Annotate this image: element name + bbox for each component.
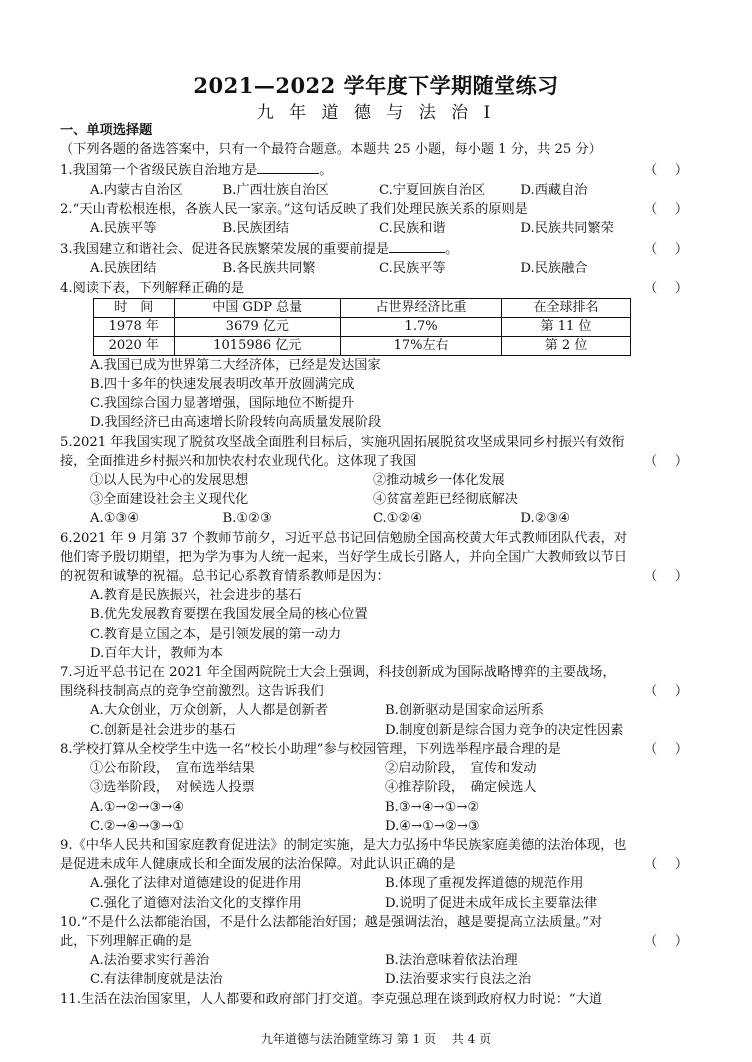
answer-parentheses [644, 682, 688, 701]
answer-parentheses [644, 452, 688, 471]
section-instructions: （下列各题的备选答案中，只有一个最符合题意。本题共 25 小题，每小题 1 分，共 25 分） [60, 142, 602, 158]
statement-item: ④贫富差距已经彻底解决 [372, 492, 518, 508]
option-c: C.宁夏回族自治区 [378, 182, 486, 198]
question-6-stem: 6.2021 年 9 月第 37 个教师节前夕，习近平总书记回信勉励全国高校黄大年式教师团队代表，对他们寄予殷切期望，把为学为事为人统一起来，当好学生成长引路人，并向全国广大教师致以节日的祝贺和诚挚的祝福。总书记心系教育情系教师是因为： [60, 530, 628, 585]
answer-parentheses [644, 161, 688, 180]
question-5-stem: 5.2021 年我国实现了脱贫攻坚战全面胜利目标后，实施巩固拓展脱贫攻坚成果同乡村振兴有效衔接，全面推进乡村振兴和加快农村农业现代化。这体现了我国 [60, 434, 625, 469]
question-8-items [60, 759, 692, 778]
question-10-options [60, 951, 692, 970]
question-10-options [60, 970, 692, 989]
option-a: A.大众创业，万众创新，人人都是创新者 [90, 703, 328, 719]
question-7-options [60, 701, 692, 720]
gdp-table [93, 298, 631, 356]
question-8-options [60, 817, 692, 836]
answer-blank [257, 159, 319, 174]
answer-parentheses [644, 567, 688, 586]
answer-parentheses [644, 855, 688, 874]
table-header: 占世界经济比重 [341, 298, 502, 317]
paren-open: （ [644, 163, 658, 179]
paren-open: （ [644, 453, 658, 469]
option-a: A.内蒙古自治区 [90, 182, 183, 198]
option-c: C.教育是立国之本，是引领发展的第一动力 [90, 626, 342, 642]
option-c: C.我国综合国力显著增强，国际地位不断提升 [90, 396, 355, 412]
question-1-options [60, 181, 692, 200]
option-a: A.法治要求实行善治 [90, 953, 210, 969]
table-header-row [94, 298, 631, 317]
page-footer: 九年道德与法治随堂练习 第 1 页 共 4 页 [260, 1032, 492, 1046]
question-7-options [60, 721, 692, 740]
answer-blank [389, 238, 445, 253]
option-d: D.说明了促进未成年成长主要靠法律 [384, 895, 598, 911]
option-a: A.①③④ [90, 511, 140, 527]
question-1-stem-end: 。 [319, 163, 333, 179]
paren-close: ） [674, 569, 688, 585]
question-7-stem: 7.习近平总书记在 2021 年全国两院院士大会上强调，科技创新成为国际战略博弈的主要战场，围绕科技制高点的竞争空前激烈。这告诉我们 [60, 665, 616, 700]
option-d: D.我国经济已由高速增长阶段转向高质量发展阶段 [90, 415, 382, 431]
paren-open: （ [644, 741, 658, 757]
option-d: D.②③④ [520, 511, 571, 527]
paren-close: ） [674, 280, 688, 296]
question-10-stem: 10.“不是什么法都能治国，不是什么法都能治好国；越是强调法治，越是要提高立法质量。”对此，下列理解正确的是 [60, 914, 603, 949]
paren-close: ） [674, 684, 688, 700]
table-cell: 2020 年 [94, 336, 175, 355]
paren-open: （ [644, 201, 658, 217]
table-cell: 1015986 亿元 [174, 336, 340, 355]
question-9-stem: 9.《中华人民共和国家庭教育促进法》的制定实施，是大力弘扬中华民族家庭美德的法治体现，也是促进未成年人健康成长和全面发展的法治保障。对此认识正确的是 [60, 837, 627, 873]
answer-parentheses [644, 279, 688, 298]
question-list [60, 121, 692, 1009]
question-1-stem: 1.我国第一个省级民族自治地方是 [60, 163, 258, 179]
question-8-items [60, 778, 692, 797]
table-row [94, 317, 631, 336]
option-c: C.有法律制度就是法治 [90, 972, 223, 988]
option-c: C.强化了道德对法治文化的支撑作用 [90, 895, 302, 911]
table-cell: 第 2 位 [502, 336, 631, 355]
table-cell: 1.7% [341, 317, 502, 336]
paren-close: ） [674, 453, 688, 469]
option-b: B.创新驱动是国家命运所系 [384, 703, 544, 719]
option-d: D.民族共同繁荣 [520, 221, 614, 237]
paren-close: ） [674, 242, 688, 258]
table-cell: 1978 年 [94, 317, 175, 336]
paren-close: ） [674, 741, 688, 757]
question-8-options [60, 798, 692, 817]
option-c: C.①②④ [372, 511, 423, 527]
question-1 [60, 159, 692, 180]
paren-open: （ [644, 857, 658, 873]
page-title: 2021—2022 学年度下学期随堂练习 [193, 73, 559, 98]
paren-close: ） [674, 163, 688, 179]
statement-item: ①以人民为中心的发展思想 [90, 473, 249, 489]
question-4 [60, 279, 692, 298]
option-c: C.民族平等 [378, 261, 446, 277]
question-9-options [60, 894, 692, 913]
option-a: A.强化了法律对道德建设的促进作用 [90, 876, 302, 892]
option-a: A.①→②→③→④ [90, 799, 185, 815]
option-b: B.民族团结 [222, 221, 290, 237]
option-d: D.法治要求实行良法之治 [384, 972, 532, 988]
option-b: B.广西壮族自治区 [222, 182, 329, 198]
answer-parentheses [644, 740, 688, 759]
option-a: A.民族平等 [90, 221, 157, 237]
question-7 [60, 663, 692, 701]
statement-item: ③全面建设社会主义现代化 [90, 492, 249, 508]
statement-item: ④推荐阶段， 确定候选人 [384, 780, 537, 796]
question-5 [60, 433, 692, 471]
statement-item: ②推动城乡一体化发展 [372, 473, 505, 489]
paren-close: ） [674, 933, 688, 949]
paren-open: （ [644, 933, 658, 949]
option-d: D.制度创新是综合国力竞争的决定性因素 [384, 722, 624, 738]
table-header: 时 间 [94, 298, 175, 317]
option-d: D.民族融合 [520, 261, 588, 277]
question-9-options [60, 874, 692, 893]
table-cell: 17%左右 [341, 336, 502, 355]
option-a: A.我国已成为世界第二大经济体，已经是发达国家 [90, 357, 381, 373]
question-4-stem: 4.阅读下表，下列解释正确的是 [60, 280, 245, 296]
question-2-stem: 2.“天山青松根连根，各族人民一家亲。”这句话反映了我们处理民族关系的原则是 [60, 201, 528, 217]
option-c: C.创新是社会进步的基石 [90, 722, 236, 738]
paren-open: （ [644, 569, 658, 585]
table-cell: 3679 亿元 [174, 317, 340, 336]
question-10 [60, 913, 692, 951]
paren-close: ） [674, 201, 688, 217]
question-2 [60, 200, 692, 219]
option-a: A.教育是民族振兴，社会进步的基石 [90, 588, 302, 604]
option-b: B.各民族共同繁 [222, 261, 316, 277]
option-d: D.④→①→②→③ [384, 818, 480, 834]
question-6 [60, 529, 692, 587]
question-5-options [60, 509, 692, 528]
option-b: B.③→④→①→② [384, 799, 480, 815]
answer-parentheses [644, 932, 688, 951]
option-b: B.优先发展教育要摆在我国发展全局的核心位置 [90, 607, 368, 623]
paren-close: ） [674, 857, 688, 873]
statement-item: ①公布阶段， 宣布选举结果 [90, 761, 255, 777]
statement-item: ③选举阶段， 对候选人投票 [90, 780, 255, 796]
paren-open: （ [644, 684, 658, 700]
option-b: B.体现了重视发挥道德的规范作用 [384, 876, 584, 892]
question-5-items [60, 471, 692, 490]
paren-open: （ [644, 242, 658, 258]
table-row [94, 336, 631, 355]
page-subtitle: 九 年 道 德 与 法 治 I [256, 103, 496, 123]
paren-open: （ [644, 280, 658, 296]
option-a: A.民族团结 [90, 261, 157, 277]
answer-parentheses [644, 200, 688, 219]
question-8 [60, 740, 692, 759]
statement-item: ②启动阶段， 宣传和发动 [384, 761, 537, 777]
option-c: C.②→④→③→① [90, 818, 185, 834]
section-label: 一、单项选择题 [60, 123, 153, 138]
question-3 [60, 238, 692, 259]
question-3-options [60, 259, 692, 278]
option-d: D.百年大计，教师为本 [90, 645, 223, 661]
option-d: D.西藏自治 [520, 182, 588, 198]
question-5-items [60, 490, 692, 509]
table-header: 中国 GDP 总量 [174, 298, 340, 317]
option-c: C.民族和谐 [378, 221, 446, 237]
question-9 [60, 836, 692, 874]
question-3-stem: 3.我国建立和谐社会、促进各民族繁荣发展的重要前提是 [60, 242, 390, 258]
table-cell: 第 11 位 [502, 317, 631, 336]
question-3-stem-end: 。 [445, 242, 459, 258]
question-11 [60, 990, 692, 1009]
option-b: B.四十多年的快速发展表明改革开放圆满完成 [90, 377, 355, 393]
question-8-stem: 8.学校打算从全校学生中选一名“校长小助理”参与校园管理，下列选举程序最合理的是 [60, 741, 561, 757]
section-heading [60, 121, 692, 159]
option-b: B.法治意味着依法治理 [384, 953, 518, 969]
question-11-stem: 11.生活在法治国家里，人人都要和政府部门打交道。李克强总理在谈到政府权力时说：“大道 [60, 991, 603, 1007]
question-2-options [60, 219, 692, 238]
option-b: B.①②③ [222, 511, 272, 527]
answer-parentheses [644, 240, 688, 259]
table-header: 在全球排名 [502, 298, 631, 317]
